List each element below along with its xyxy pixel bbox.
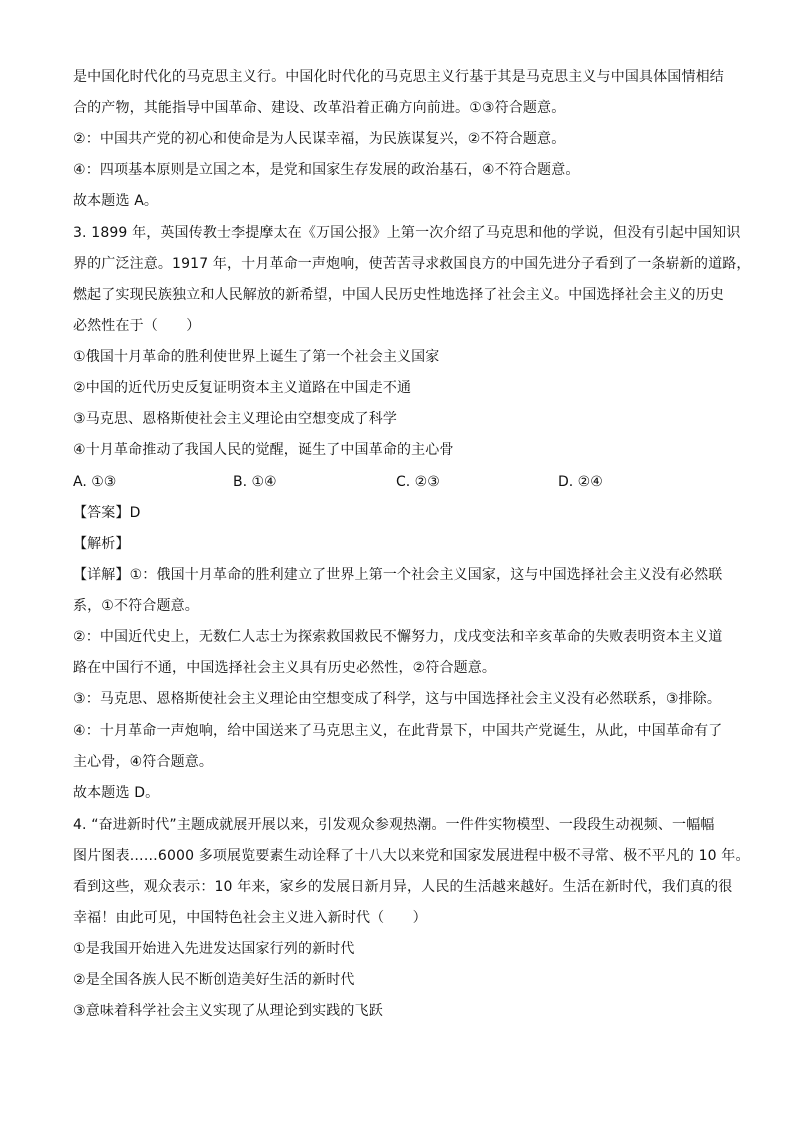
text-line: 合的产物，其能指导中国革命、建设、改革沿着正确方向前进。①③符合题意。 [73, 100, 566, 116]
option-b: B. ①④ [233, 474, 277, 490]
question-3-stem: 3. 1899 年，英国传教士李提摩太在《万国公报》上第一次介绍了马克思和他的学说，但没有引起中国知识 [73, 225, 741, 241]
analysis-label: 【解析】 [73, 536, 130, 552]
question-4-item: ③意味着科学社会主义实现了从理论到实践的飞跃 [73, 1003, 383, 1019]
question-3-item: ②中国的近代历史反复证明资本主义道路在中国走不通 [73, 380, 412, 396]
question-4-stem: 幸福！由此可见，中国特色社会主义进入新时代（ ） [73, 910, 427, 926]
answer-label: 【答案】D [73, 505, 141, 521]
question-4-stem: 4. “奋进新时代”主题成就展开展以来，引发观众参观热潮。一件件实物模型、一段段生动视频、一幅幅 [73, 817, 715, 833]
text-line: 故本题选 A。 [73, 193, 159, 209]
explanation-line: 路在中国行不通，中国选择社会主义具有历史必然性，②符合题意。 [73, 660, 497, 676]
explanation-line: 系，①不符合题意。 [73, 598, 199, 614]
question-3-stem: 界的广泛注意。1917 年，十月革命一声炮响，使苦苦寻求救国良方的中国先进分子看到了一条崭新的道路， [73, 256, 751, 272]
question-3-stem: 必然性在于（ ） [73, 318, 201, 334]
explanation-line: ③：马克思、恩格斯使社会主义理论由空想变成了科学，这与中国选择社会主义没有必然联系，③排除。 [73, 691, 721, 707]
question-3-item: ③马克思、恩格斯使社会主义理论由空想变成了科学 [73, 411, 397, 427]
question-3-item: ①俄国十月革命的胜利使世界上诞生了第一个社会主义国家 [73, 349, 440, 365]
question-4-stem: 看到这些，观众表示：10 年来，家乡的发展日新月异，人民的生活越来越好。生活在新时代，我们真的很 [73, 879, 733, 895]
question-4-item: ①是我国开始进入先进发达国家行列的新时代 [73, 941, 355, 957]
explanation-line: ②：中国近代史上，无数仁人志士为探索救国救民不懈努力，戊戌变法和辛亥革命的失败表明资本主义道 [73, 629, 723, 645]
question-4-stem: 图片图表……6000 多项展览要素生动诠释了十八大以来党和国家发展进程中极不寻常、极不平凡的 10 年。 [73, 848, 750, 864]
question-4-item: ②是全国各族人民不断创造美好生活的新时代 [73, 972, 355, 988]
text-line: 是中国化时代化的马克思主义行。中国化时代化的马克思主义行基于其是马克思主义与中国具体国情相结 [73, 69, 724, 85]
option-a: A. ①③ [73, 474, 117, 490]
explanation-line: 主心骨，④符合题意。 [73, 754, 214, 770]
option-c: C. ②③ [396, 474, 440, 490]
text-line: ②：中国共产党的初心和使命是为人民谋幸福，为民族谋复兴，②不符合题意。 [73, 131, 566, 147]
explanation-line: 【详解】①：俄国十月革命的胜利建立了世界上第一个社会主义国家，这与中国选择社会主义没有必然联 [73, 567, 723, 583]
question-3-item: ④十月革命推动了我国人民的觉醒，诞生了中国革命的主心骨 [73, 442, 454, 458]
conclusion-line: 故本题选 D。 [73, 785, 160, 801]
option-d: D. ②④ [558, 474, 603, 490]
explanation-line: ④：十月革命一声炮响，给中国送来了马克思主义，在此背景下，中国共产党诞生，从此，中国革命有了 [73, 723, 723, 739]
question-3-stem: 燃起了实现民族独立和人民解放的新希望，中国人民历史性地选择了社会主义。中国选择社会主义的历史 [73, 287, 724, 303]
text-line: ④：四项基本原则是立国之本，是党和国家生存发展的政治基石，④不符合题意。 [73, 162, 580, 178]
